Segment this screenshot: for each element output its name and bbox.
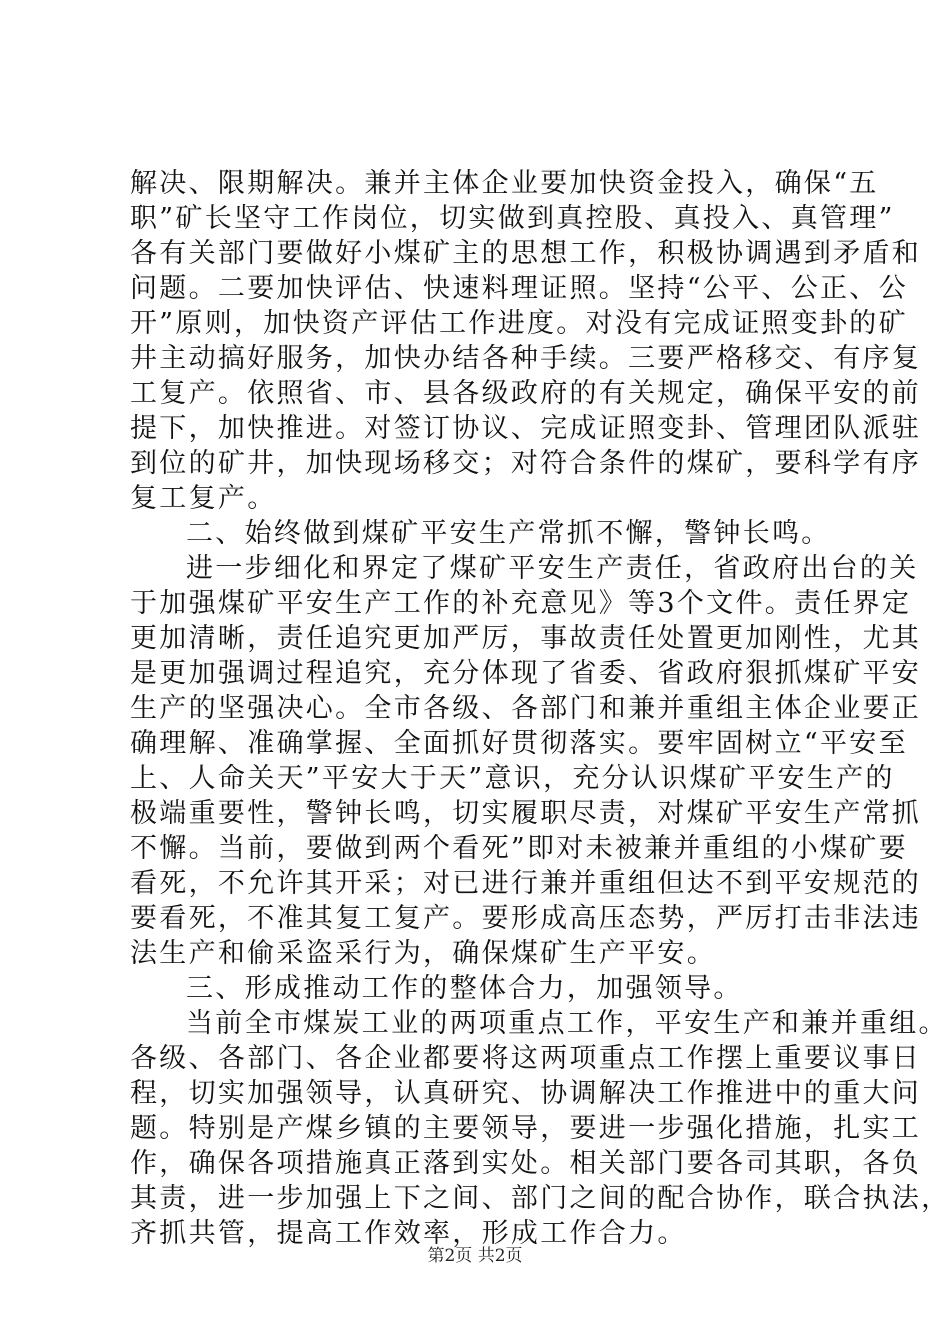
text-line: 于加强煤矿平安生产工作的补充意见》等3个文件。责任界定	[130, 588, 912, 619]
text-line: 上、人命关天”平安大于天”意识，充分认识煤矿平安生产的	[130, 763, 895, 794]
text-line: 作，确保各项措施真正落到实处。相关部门要各司其职，各负	[130, 1148, 922, 1179]
text-line: 齐抓共管，提高工作效率，形成工作合力。	[130, 1218, 687, 1249]
text-line: 题。特别是产煤乡镇的主要领导，要进一步强化措施，扎实工	[130, 1113, 922, 1144]
text-line: 其责，进一步加强上下之间、部门之间的配合协作，联合执法，	[130, 1183, 950, 1214]
text-line: 程，切实加强领导，认真研究、协调解决工作推进中的重大问	[130, 1078, 922, 1109]
text-line: 进一步细化和界定了煤矿平安生产责任，省政府出台的关	[186, 553, 919, 584]
page-number-footer: 第2页 共2页	[427, 1246, 523, 1266]
text-line: 各有关部门要做好小煤矿主的思想工作，积极协调遇到矛盾和	[130, 238, 922, 269]
text-line: 当前全市煤炭工业的两项重点工作，平安生产和兼并重组。	[186, 1008, 948, 1039]
text-line: 提下，加快推进。对签订协议、完成证照变卦、管理团队派驻	[130, 413, 922, 444]
text-line: 复工复产。	[130, 483, 277, 514]
document-body	[130, 166, 950, 1251]
text-line: 法生产和偷采盗采行为，确保煤矿生产平安。	[130, 938, 716, 969]
text-line: 问题。二要加快评估、快速料理证照。坚持“公平、公正、公	[130, 273, 908, 304]
text-line: 井主动搞好服务，加快办结各种手续。三要严格移交、有序复	[130, 343, 922, 374]
text-line: 工复产。依照省、市、县各级政府的有关规定，确保平安的前	[130, 378, 922, 409]
text-line: 看死，不允许其开采；对已进行兼并重组但达不到平安规范的	[130, 868, 922, 899]
text-line: 更加清晰，责任追究更加严厉，事故责任处置更加刚性，尤其	[130, 623, 922, 654]
text-line: 职”矿长坚守工作岗位，切实做到真控股、真投入、真管理”	[130, 203, 895, 234]
text-line: 生产的坚强决心。全市各级、各部门和兼并重组主体企业要正	[130, 693, 922, 724]
text-line: 到位的矿井，加快现场移交；对符合条件的煤矿，要科学有序	[130, 448, 922, 479]
text-line: 不懈。当前，要做到两个看死”即对未被兼并重组的小煤矿要	[130, 833, 908, 864]
text-line: 开”原则，加快资产评估工作进度。对没有完成证照变卦的矿	[130, 308, 908, 339]
text-line: 是更加强调过程追究，充分体现了省委、省政府狠抓煤矿平安	[130, 658, 922, 689]
text-line: 各级、各部门、各企业都要将这两项重点工作摆上重要议事日	[130, 1043, 922, 1074]
text-line: 二、始终做到煤矿平安生产常抓不懈，警钟长鸣。	[186, 518, 831, 549]
text-line: 解决、限期解决。兼并主体企业要加快资金投入，确保“五	[130, 168, 879, 199]
text-line: 要看死，不准其复工复产。要形成高压态势，严厉打击非法违	[130, 903, 922, 934]
text-line: 三、形成推动工作的整体合力，加强领导。	[186, 973, 743, 1004]
text-line: 确理解、准确掌握、全面抓好贯彻落实。要牢固树立“平安至	[130, 728, 908, 759]
text-line: 极端重要性，警钟长鸣，切实履职尽责，对煤矿平安生产常抓	[130, 798, 922, 829]
